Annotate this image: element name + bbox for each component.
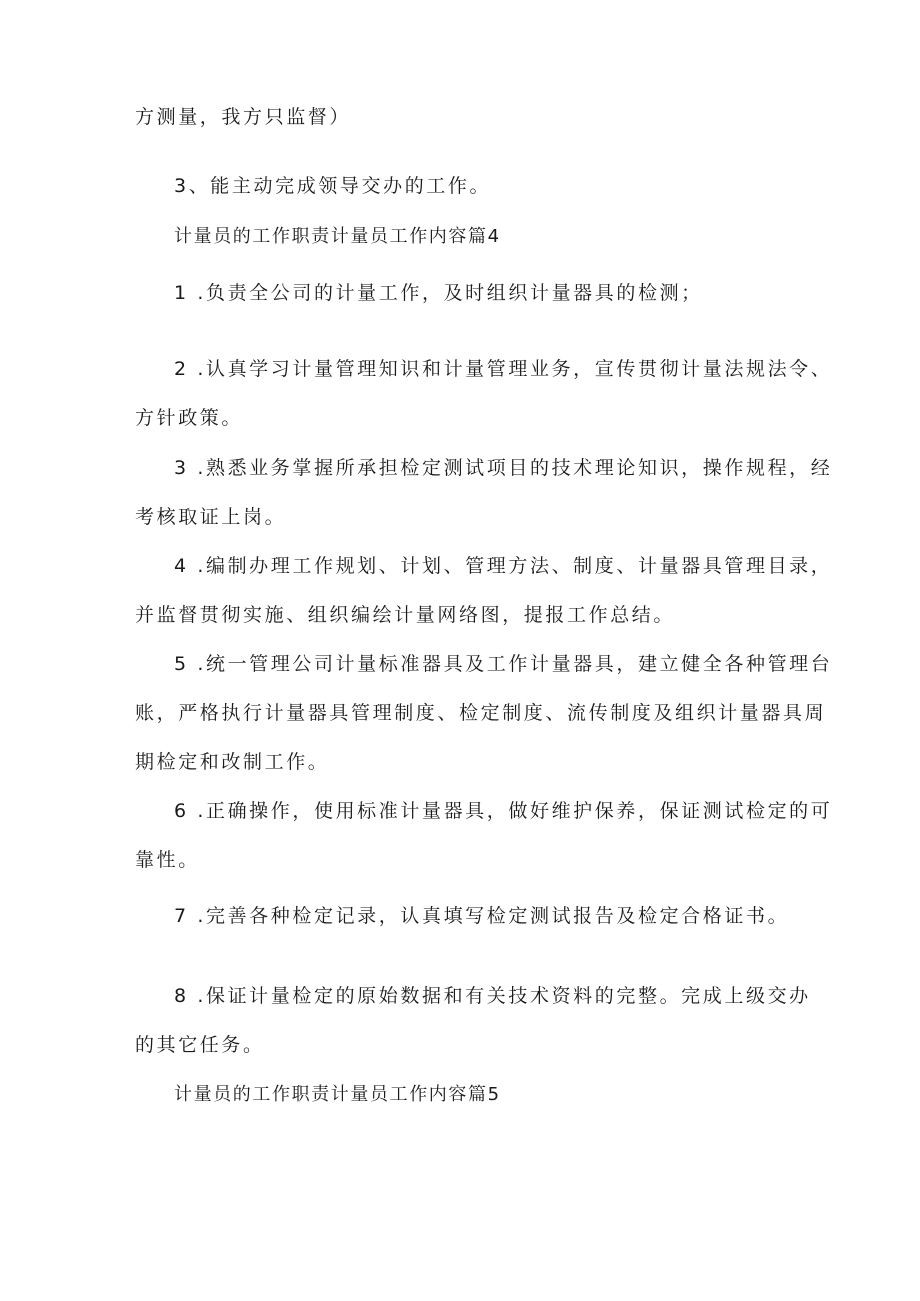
text-line-item-3: 3、能主动完成领导交办的工作。 — [174, 175, 492, 197]
text-line-item-2-cont: 方针政策。 — [135, 407, 244, 429]
text-line-item-8-cont: 的其它任务。 — [135, 1034, 265, 1056]
text-line-item-4-cont: 并监督贯彻实施、组织编绘计量网络图，提报工作总结。 — [135, 604, 676, 626]
text-line-item-6-cont: 靠性。 — [135, 849, 200, 871]
text-line-item-5: 5 .统一管理公司计量标准器具及工作计量器具，建立健全各种管理台 — [174, 653, 833, 675]
text-line-item-4: 4 .编制办理工作规划、计划、管理方法、制度、计量器具管理目录， — [174, 555, 833, 577]
text-line-item-1: 1 .负责全公司的计量工作，及时组织计量器具的检测； — [174, 282, 703, 304]
text-line-item-2: 2 .认真学习计量管理知识和计量管理业务，宣传贯彻计量法规法令、 — [174, 358, 833, 380]
text-line-item-3b-cont: 考核取证上岗。 — [135, 506, 287, 528]
text-line-item-5-cont2: 期检定和改制工作。 — [135, 751, 330, 773]
text-line-continuation: 方测量，我方只监督） — [135, 106, 352, 128]
text-line-item-7: 7 .完善各种检定记录，认真填写检定测试报告及检定合格证书。 — [174, 905, 790, 927]
text-line-item-3b: 3 .熟悉业务掌握所承担检定测试项目的技术理论知识，操作规程，经 — [174, 457, 833, 479]
section-heading-5: 计量员的工作职责计量员工作内容篇5 — [174, 1084, 501, 1105]
text-line-item-6: 6 .正确操作，使用标准计量器具，做好维护保养，保证测试检定的可 — [174, 800, 833, 822]
text-line-item-5-cont: 账，严格执行计量器具管理制度、检定制度、流传制度及组织计量器具周 — [135, 702, 827, 724]
text-line-item-8: 8 .保证计量检定的原始数据和有关技术资料的完整。完成上级交办 — [174, 985, 811, 1007]
section-heading-4: 计量员的工作职责计量员工作内容篇4 — [174, 226, 501, 247]
